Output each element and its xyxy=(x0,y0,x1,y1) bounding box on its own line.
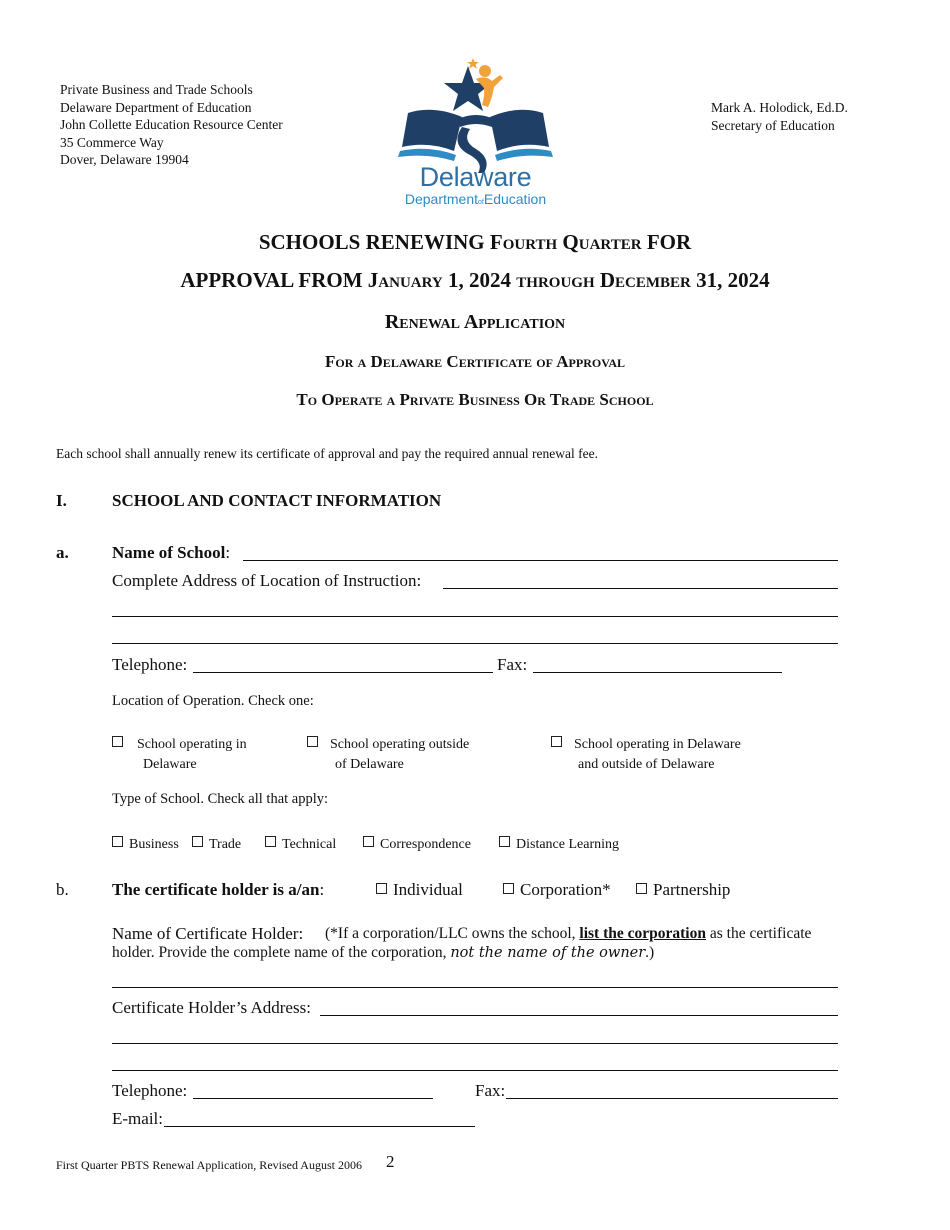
address-field-1[interactable] xyxy=(443,588,838,589)
title-line-2: APPROVAL FROM January 1, 2024 through December 31, 2024 xyxy=(180,268,770,292)
holder-fax-field[interactable] xyxy=(506,1098,838,1099)
option-text: School operating in Delaware xyxy=(574,737,741,752)
title-line-1: SCHOOLS RENEWING Fourth Quarter FOR xyxy=(258,230,692,254)
location-option-both[interactable] xyxy=(551,735,741,775)
type-distance-learning[interactable] xyxy=(499,835,619,855)
logo-name: Delaware xyxy=(419,162,532,192)
holder-partnership[interactable] xyxy=(636,880,730,900)
location-label: Location of Operation. Check one: xyxy=(112,693,314,709)
note-pre: (*If a corporation/LLC owns the school, xyxy=(325,925,576,942)
holder-email-label: E-mail: xyxy=(112,1109,163,1128)
checkbox[interactable] xyxy=(112,736,123,747)
title-line-5: To Operate a Private Business Or Trade School xyxy=(296,390,654,409)
note-italic: not the name of the owner xyxy=(450,945,646,961)
holder-telephone-field[interactable] xyxy=(193,1098,433,1099)
holder-type-colon: : xyxy=(319,880,325,899)
book-left-page-icon xyxy=(402,110,462,151)
logo-sub-a: Department xyxy=(404,191,479,207)
fax-label: Fax: xyxy=(497,655,528,674)
holder-telephone-label: Telephone: xyxy=(112,1081,188,1100)
cert-holder-address-field-1[interactable] xyxy=(320,1015,838,1016)
book-right-edge-icon xyxy=(495,149,553,161)
section-title: SCHOOL AND CONTACT INFORMATION xyxy=(112,491,442,510)
checkbox[interactable] xyxy=(363,836,374,847)
figure-head-icon xyxy=(479,65,491,77)
address-line: John Collette Education Resource Center xyxy=(60,117,283,133)
option-text: Correspondence xyxy=(380,837,471,852)
holder-individual[interactable] xyxy=(376,880,463,900)
option-text: Trade xyxy=(209,837,242,852)
part-a-letter: a. xyxy=(56,543,69,562)
logo-sub-b: Education xyxy=(483,191,547,207)
option-text: Business xyxy=(129,837,179,852)
book-right-page-icon xyxy=(490,110,549,151)
school-name-label xyxy=(112,543,230,563)
cert-holder-address-label: Certificate Holder’s Address: xyxy=(112,998,311,1017)
note-end: .) xyxy=(645,944,655,961)
intro-text: Each school shall annually renew its certificate of approval and pay the required annual renewal fee. xyxy=(56,446,599,461)
note-mid: as the certificate xyxy=(709,925,812,942)
book-spine-icon xyxy=(458,115,494,127)
secretary-title: Secretary of Education xyxy=(711,117,835,133)
checkbox[interactable] xyxy=(636,883,647,894)
holder-type-label xyxy=(112,880,324,900)
address-line: Dover, Delaware 19904 xyxy=(60,152,189,168)
location-option-delaware[interactable] xyxy=(112,735,247,775)
holder-fax-label: Fax: xyxy=(475,1081,506,1100)
option-text-2: Delaware xyxy=(143,757,197,772)
school-name-field[interactable] xyxy=(243,560,838,561)
type-correspondence[interactable] xyxy=(363,835,471,855)
secretary-block xyxy=(711,99,848,134)
title-line-4: For a Delaware Certificate of Approval xyxy=(324,352,626,371)
checkbox[interactable] xyxy=(265,836,276,847)
cert-holder-name-field[interactable] xyxy=(112,987,838,988)
footer-text: First Quarter PBTS Renewal Application, Revised August 2006 xyxy=(56,1158,362,1172)
option-text: Distance Learning xyxy=(516,837,620,852)
checkbox[interactable] xyxy=(112,836,123,847)
note-line2-pre: holder. Provide the complete name of the corporation, xyxy=(112,944,447,961)
corporation-note-line-2 xyxy=(112,944,654,962)
secretary-name: Mark A. Holodick, Ed.D. xyxy=(711,100,848,115)
address-line: Delaware Department of Education xyxy=(60,99,252,115)
option-text-2: and outside of Delaware xyxy=(578,757,715,772)
note-emphasis: list the corporation xyxy=(579,925,706,942)
checkbox[interactable] xyxy=(551,736,562,747)
title-line-3: Renewal Application xyxy=(384,311,566,333)
option-text: Technical xyxy=(282,837,337,852)
holder-email-field[interactable] xyxy=(164,1126,475,1127)
address-field-2[interactable] xyxy=(112,616,838,617)
logo-wordmark xyxy=(388,162,563,210)
option-text: Corporation* xyxy=(520,880,611,899)
type-trade[interactable] xyxy=(192,835,241,855)
logo-sub-of: of xyxy=(478,199,484,206)
address-field-3[interactable] xyxy=(112,643,838,644)
address-line: 35 Commerce Way xyxy=(60,134,164,150)
page-number: 2 xyxy=(386,1152,395,1171)
checkbox[interactable] xyxy=(376,883,387,894)
option-text: Individual xyxy=(393,880,463,899)
checkbox[interactable] xyxy=(499,836,510,847)
type-technical[interactable] xyxy=(265,835,336,855)
small-star-icon xyxy=(467,58,479,69)
type-label: Type of School. Check all that apply: xyxy=(112,791,329,807)
cert-holder-name-label: Name of Certificate Holder: xyxy=(112,924,304,943)
part-b-letter: b. xyxy=(56,880,69,899)
checkbox[interactable] xyxy=(307,736,318,747)
cert-holder-address-field-2[interactable] xyxy=(112,1043,838,1044)
school-name-label-text: Name of School xyxy=(112,543,226,562)
address-line: Private Business and Trade Schools xyxy=(60,82,253,97)
location-option-outside[interactable] xyxy=(307,735,469,775)
school-name-colon: : xyxy=(225,543,231,562)
telephone-label: Telephone: xyxy=(112,655,188,674)
option-text-2: of Delaware xyxy=(335,757,404,772)
option-text: School operating in xyxy=(137,737,247,752)
fax-field[interactable] xyxy=(533,672,782,673)
book-left-edge-icon xyxy=(398,149,456,161)
section-number: I. xyxy=(56,491,67,510)
corporation-note-line-1 xyxy=(325,925,811,943)
checkbox[interactable] xyxy=(503,883,514,894)
type-business[interactable] xyxy=(112,835,179,855)
checkbox[interactable] xyxy=(192,836,203,847)
logo-subtitle xyxy=(388,192,563,210)
sender-address xyxy=(60,81,283,169)
option-text: Partnership xyxy=(653,880,731,899)
holder-type-label-text: The certificate holder is a/an xyxy=(112,880,320,899)
telephone-field[interactable] xyxy=(193,672,493,673)
cert-holder-address-field-3[interactable] xyxy=(112,1070,838,1071)
address-label: Complete Address of Location of Instruction: xyxy=(112,571,422,590)
holder-corporation[interactable] xyxy=(503,880,611,900)
option-text: School operating outside xyxy=(330,737,470,752)
